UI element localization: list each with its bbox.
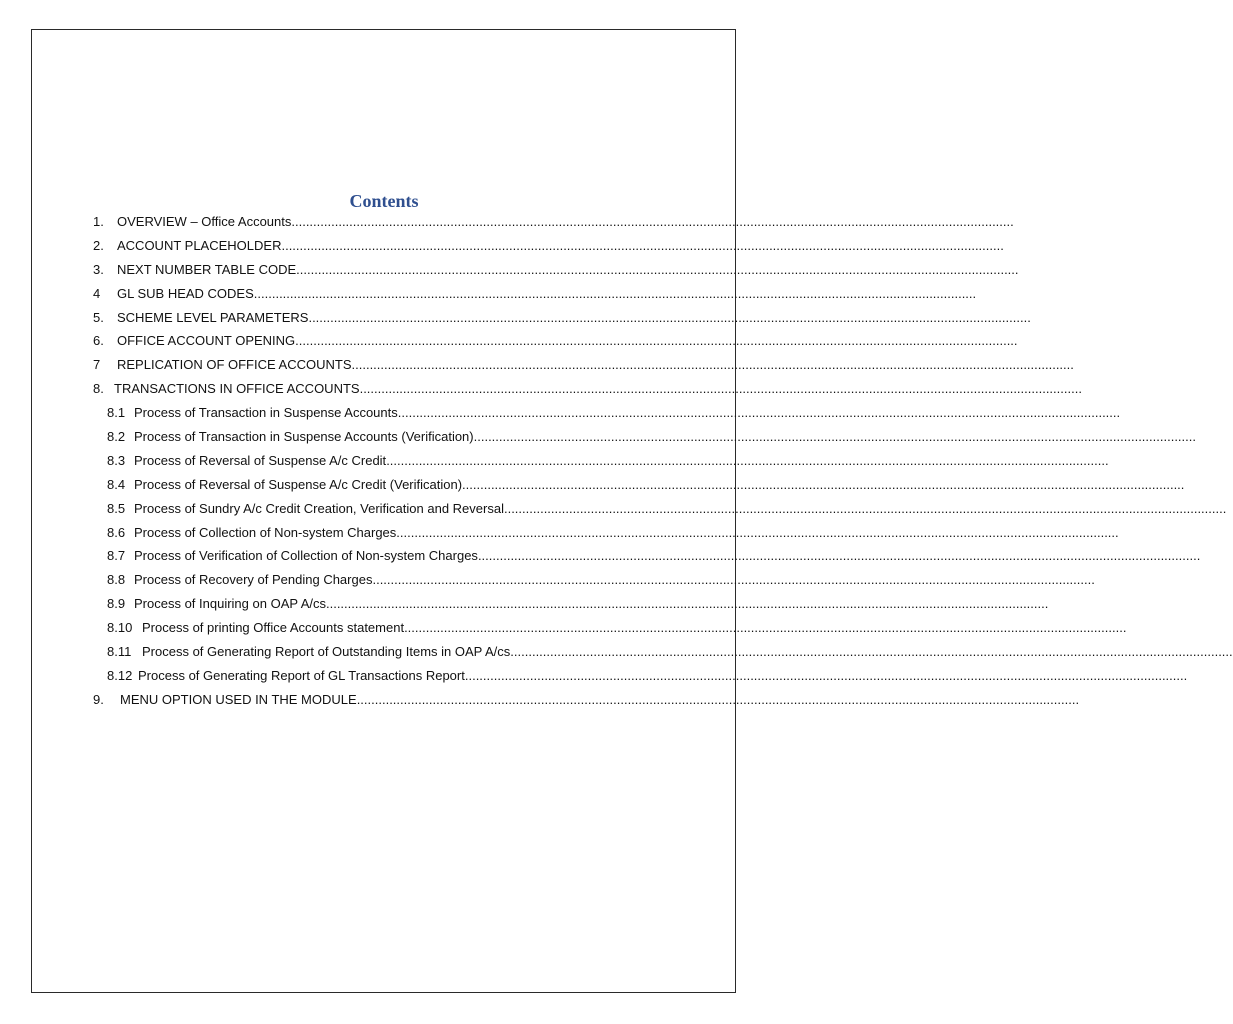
toc-entry-label: Process of Collection of Non-system Charges — [134, 524, 397, 540]
toc-entry[interactable] — [0, 688, 1080, 712]
toc-entry-label: Process of Verification of Collection of Non-system Charges — [134, 548, 478, 564]
toc-entry[interactable] — [0, 258, 1019, 282]
toc-entry-label: SCHEME LEVEL PARAMETERS — [117, 309, 309, 325]
toc-entry[interactable] — [0, 425, 1196, 449]
dot-leader: ........................................................................................................................................................................................................ — [351, 357, 1074, 373]
toc-entry[interactable] — [0, 210, 1014, 234]
table-of-contents — [0, 210, 1233, 712]
dot-leader: ........................................................................................................................................................................................................ — [510, 644, 1233, 660]
toc-entry-number: 7 — [93, 357, 101, 373]
toc-entry-number: 8.12 — [107, 667, 133, 683]
dot-leader: ........................................................................................................................................................................................................ — [281, 237, 1004, 253]
toc-entry[interactable] — [0, 664, 1188, 688]
toc-entry-number: 9. — [93, 691, 104, 707]
toc-entry-label: Process of printing Office Accounts statement — [142, 620, 405, 636]
dot-leader: ........................................................................................................................................................................................................ — [295, 333, 1018, 349]
dot-leader: ........................................................................................................................................................................................................ — [477, 548, 1201, 564]
dot-leader: ........................................................................................................................................................................................................ — [473, 429, 1196, 445]
toc-entry-label: Process of Sundry A/c Credit Creation, Verification and Reversal — [134, 500, 504, 516]
dot-leader: ........................................................................................................................................................................................................ — [397, 405, 1121, 421]
toc-entry[interactable] — [0, 353, 1074, 377]
toc-entry-number: 8.6 — [107, 524, 126, 540]
toc-entry[interactable] — [0, 568, 1095, 592]
toc-entry-label: Process of Reversal of Suspense A/c Credit — [134, 452, 387, 468]
toc-entry-label: TRANSACTIONS IN OFFICE ACCOUNTS — [114, 381, 360, 397]
toc-entry-label: OFFICE ACCOUNT OPENING — [117, 333, 296, 349]
toc-entry-number: 3. — [93, 261, 104, 277]
toc-entry-label: Process of Transaction in Suspense Accounts (Verification) — [134, 429, 474, 445]
toc-entry-number: 8.10 — [107, 620, 133, 636]
toc-entry-label: Process of Transaction in Suspense Accounts — [134, 405, 398, 421]
toc-entry[interactable] — [0, 449, 1109, 473]
toc-entry-label: Process of Generating Report of Outstanding Items in OAP A/cs — [142, 644, 511, 660]
toc-entry-label: MENU OPTION USED IN THE MODULE — [120, 691, 357, 707]
toc-entry-label: REPLICATION OF OFFICE ACCOUNTS — [117, 357, 352, 373]
toc-entry-number: 1. — [93, 214, 104, 229]
toc-entry-label: Process of Generating Report of GL Transactions Report — [138, 667, 465, 683]
dot-leader: ........................................................................................................................................................................................................ — [356, 691, 1080, 707]
toc-entry-label: Process of Inquiring on OAP A/cs — [134, 596, 326, 612]
dot-leader: ........................................................................................................................................................................................................ — [386, 452, 1109, 468]
dot-leader: ........................................................................................................................................................................................................ — [325, 596, 1049, 612]
dot-leader: ........................................................................................................................................................................................................ — [372, 572, 1095, 588]
dot-leader: ........................................................................................................................................................................................................ — [253, 285, 977, 301]
toc-entry-label: Process of Reversal of Suspense A/c Credit (Verification) — [134, 476, 463, 492]
toc-entry[interactable] — [0, 497, 1227, 521]
toc-entry-number: 6. — [93, 333, 104, 349]
toc-entry-label: Process of Recovery of Pending Charges — [134, 572, 373, 588]
toc-entry[interactable] — [0, 401, 1121, 425]
toc-entry[interactable] — [0, 592, 1049, 616]
toc-entry[interactable] — [0, 640, 1233, 664]
toc-entry-label: GL SUB HEAD CODES — [117, 285, 254, 301]
dot-leader: ........................................................................................................................................................................................................ — [503, 500, 1227, 516]
toc-entry[interactable] — [0, 282, 977, 306]
toc-entry-number: 8.7 — [107, 548, 126, 564]
toc-entry-number: 2. — [93, 237, 104, 253]
dot-leader: ........................................................................................................................................................................................................ — [404, 620, 1127, 636]
toc-entry[interactable] — [0, 234, 1004, 258]
toc-entry[interactable] — [0, 329, 1018, 353]
toc-entry-label: ACCOUNT PLACEHOLDER — [117, 237, 282, 253]
toc-entry[interactable] — [0, 544, 1201, 568]
toc-entry-number: 4 — [93, 285, 101, 301]
toc-entry[interactable] — [0, 377, 1082, 401]
toc-entry[interactable] — [0, 521, 1119, 545]
toc-title: Contents — [349, 191, 419, 211]
toc-entry-number: 8.4 — [107, 476, 126, 492]
dot-leader: ........................................................................................................................................................................................................ — [308, 309, 1031, 325]
toc-entry-number: 8.8 — [107, 572, 126, 588]
toc-entry-number: 8.9 — [107, 596, 126, 612]
dot-leader: ........................................................................................................................................................................................................ — [464, 667, 1188, 683]
toc-entry-number: 8.11 — [107, 644, 132, 660]
toc-entry-label: NEXT NUMBER TABLE CODE — [117, 261, 297, 277]
toc-entry-number: 5. — [93, 309, 104, 325]
dot-leader: ........................................................................................................................................................................................................ — [462, 476, 1185, 492]
toc-entry-number: 8.3 — [107, 452, 126, 468]
toc-entry-number: 8.2 — [107, 429, 126, 445]
dot-leader: ........................................................................................................................................................................................................ — [296, 261, 1019, 277]
toc-entry[interactable] — [0, 306, 1031, 330]
dot-leader: ........................................................................................................................................................................................................ — [396, 524, 1119, 540]
dot-leader: ........................................................................................................................................................................................................ — [291, 214, 1014, 229]
toc-entry[interactable] — [0, 473, 1185, 497]
toc-entry[interactable] — [0, 616, 1127, 640]
toc-entry-number: 8.1 — [107, 405, 126, 421]
toc-entry-number: 8.5 — [107, 500, 126, 516]
toc-entry-number: 8. — [93, 381, 104, 397]
dot-leader: ........................................................................................................................................................................................................ — [359, 381, 1082, 397]
toc-entry-label: OVERVIEW – Office Accounts — [117, 214, 292, 229]
